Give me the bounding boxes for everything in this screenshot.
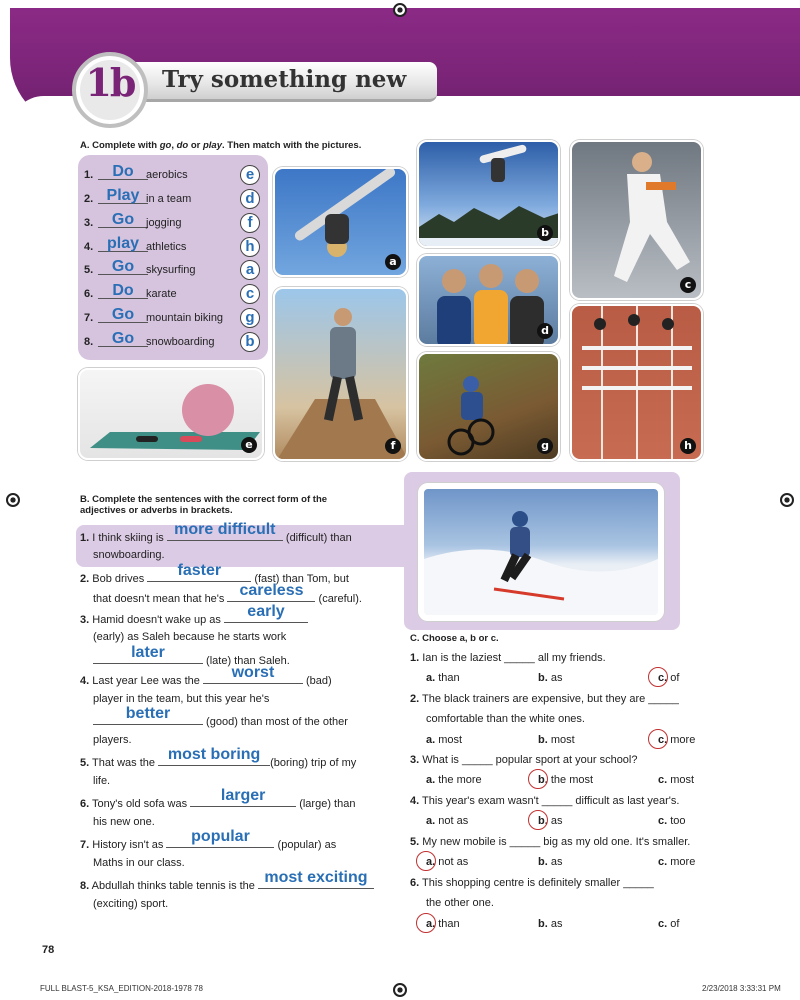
sentence-4-line3: better (good) than most of the other [93,713,348,728]
registration-mark-icon [393,983,407,997]
selected-answer-circle [416,913,436,933]
photo-letter: d [537,323,553,339]
answer-text: worst [231,664,275,681]
answer-text: popular [191,828,250,845]
match-letter: a [240,260,260,280]
option-a[interactable]: a. not as [426,856,469,868]
match-letter: d [240,189,260,209]
option-c[interactable]: c. of [658,672,680,684]
photo-athletics [570,304,703,461]
answer-text: most exciting [264,869,368,886]
option-b[interactable]: b. the most [538,774,594,786]
question-6: 6. This shopping centre is definitely smaller _____ [410,877,654,889]
sentence-5-line2: life. [93,775,111,787]
photo-letter: h [680,438,696,454]
match-letter: f [240,213,260,233]
registration-mark-icon [6,493,20,507]
photo-team [417,254,560,346]
match-letter: h [240,237,260,257]
option-b[interactable]: b. most [538,734,575,746]
jogger-illustration [275,289,408,461]
option-b[interactable]: b. as [538,672,563,684]
list-item: 3. Go jogging f [84,211,264,233]
photo-letter: g [537,438,553,454]
selected-answer-circle [528,810,548,830]
answer-text: later [131,644,165,661]
sentence-4-line4: players. [93,734,132,746]
option-a[interactable]: a. than [426,672,460,684]
question-5: 5. My new mobile is _____ big as my old one. It's smaller. [410,836,691,848]
option-c[interactable]: c. more [658,734,696,746]
registration-mark-icon [780,493,794,507]
question-3: 3. What is _____ popular sport at your school? [410,754,638,766]
list-item: 5. Go skysurfing a [84,258,264,280]
photo-karate [570,140,703,300]
selected-answer-circle [648,729,668,749]
karate-illustration [572,142,703,300]
list-item: 8. Go snowboarding b [84,330,264,352]
list-item: 4. play athletics h [84,235,264,257]
question-2-line2: comfortable than the white ones. [426,713,585,725]
answer-text: Play [106,187,140,204]
question-1: 1. Ian is the laziest _____ all my friends. [410,652,606,664]
sentence-3-line3: later (late) than Saleh. [93,652,290,667]
section-c-heading: C. Choose a, b or c. [410,633,499,644]
sentence-6: 6. Tony's old sofa was larger (large) than [80,787,356,810]
list-item: 6. Do karate c [84,282,264,304]
print-timestamp: 2/23/2018 3:33:31 PM [702,984,781,993]
photo-letter: a [385,254,401,270]
option-a[interactable]: a. the more [426,774,482,786]
sentence-5: 5. That was the most boring (boring) trip of my [80,746,357,769]
sentence-6-line2: his new one. [93,816,155,828]
photo-snowboarding [417,140,560,248]
answer-text: better [125,705,171,722]
answer-text: early [247,603,285,620]
photo-skiing [418,483,664,621]
photo-letter: f [385,438,401,454]
match-letter: g [240,308,260,328]
question-4: 4. This year's exam wasn't _____ difficult as last year's. [410,795,680,807]
photo-skysurfing [273,167,408,277]
aerobics-equipment-illustration [80,370,264,460]
selected-answer-circle [528,769,548,789]
option-b[interactable]: b. as [538,815,563,827]
list-item: 1. Do aerobics e [84,163,264,185]
list-item: 7. Go mountain biking g [84,306,264,328]
sentence-4: 4. Last year Lee was the worst (bad) [80,664,332,687]
sentence-2: 2. Bob drives faster (fast) than Tom, but [80,562,349,585]
option-b[interactable]: b. as [538,918,563,930]
sentence-7: 7. History isn't as popular (popular) as [80,828,337,851]
sentence-1-line2: snowboarding. [93,549,165,561]
photo-letter: b [537,225,553,241]
photo-jogging [273,287,408,461]
answer-text: Go [111,211,135,228]
selected-answer-circle [416,851,436,871]
page-number: 78 [42,944,55,956]
answer-text: Go [111,258,135,275]
question-6-line2: the other one. [426,897,494,909]
photo-mountain-biking [417,352,560,461]
sentence-3: 3. Hamid doesn't wake up as early [80,611,308,626]
answer-text: play [106,235,139,252]
registration-mark-icon [393,3,407,17]
answer-text: Go [111,306,135,323]
sentence-7-line2: Maths in our class. [93,857,185,869]
photo-letter: c [680,277,696,293]
section-b-heading: B. Complete the sentences with the correct form of the adjectives or adverbs in brackets. [80,494,328,516]
photo-letter: e [241,437,257,453]
print-slug: FULL BLAST-5_KSA_EDITION-2018-1978 78 [40,984,203,993]
sentence-8-line2: (exciting) sport. [93,898,169,910]
option-a[interactable]: a. most [426,734,463,746]
section-a-heading: A. Complete with go, do or play. Then match with the pictures. [80,140,362,151]
match-letter: c [240,284,260,304]
sentence-4-line2: player in the team, but this year he's [93,693,270,705]
sentence-1: 1. I think skiing is more difficult (difficult) than [80,521,352,544]
question-2: 2. The black trainers are expensive, but they are _____ [410,693,679,705]
selected-answer-circle [648,667,668,687]
athletics-track-illustration [572,306,703,461]
answer-text: larger [220,787,266,804]
sentence-8: 8. Abdullah thinks table tennis is the most exciting [80,877,374,892]
option-c[interactable]: c. of [658,918,680,930]
match-letter: b [240,332,260,352]
option-c[interactable]: c. more [658,856,696,868]
answer-text: Do [112,282,134,299]
answer-text: faster [177,562,222,579]
answer-text: careless [239,582,304,599]
answer-text: Do [112,163,134,180]
option-c[interactable]: c. too [658,815,686,827]
page-title: Try something new [162,66,407,93]
match-letter: e [240,165,260,185]
sentence-3-line2: (early) as Saleh because he starts work [93,631,287,643]
answer-text: Go [111,330,135,347]
answer-text: more difficult [174,521,276,538]
sentence-2-line2: that doesn't mean that he's careless (careful). [93,582,362,605]
photo-aerobics [78,368,264,460]
option-c[interactable]: c. most [658,774,695,786]
answer-text: most boring [167,746,261,763]
list-item: 2. Play in a team d [84,187,264,209]
unit-number: 1b [85,60,135,105]
option-b[interactable]: b. as [538,856,563,868]
option-a[interactable]: a. than [426,918,460,930]
option-a[interactable]: a. not as [426,815,469,827]
skier-illustration [424,489,658,615]
